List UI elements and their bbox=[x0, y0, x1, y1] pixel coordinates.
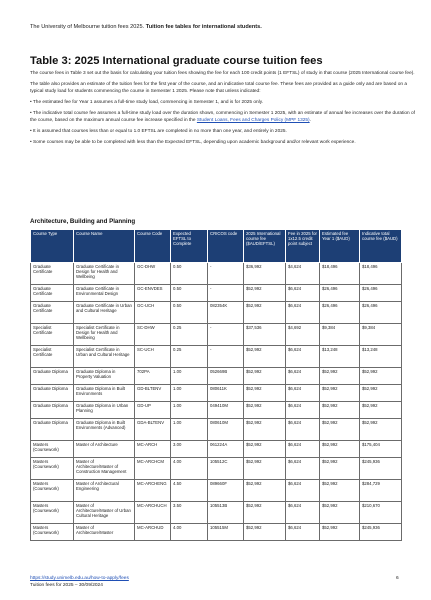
cell-course-type: Masters (Coursework) bbox=[31, 441, 74, 458]
cell-course-type: Graduate Certificate bbox=[31, 302, 74, 324]
cell-intl-fee: $36,992 bbox=[244, 263, 286, 285]
cell-year1-fee: $52,992 bbox=[320, 419, 360, 441]
cell-year1-fee: $13,248 bbox=[320, 346, 360, 368]
cell-total-fee: $245,936 bbox=[360, 458, 402, 480]
cell-cricos: - bbox=[208, 285, 244, 302]
cell-course-type: Graduate Certificate bbox=[31, 263, 74, 285]
cell-course-type: Masters (Coursework) bbox=[31, 524, 74, 541]
cell-course-type: Graduate Diploma bbox=[31, 385, 74, 402]
cell-total-fee: $9,384 bbox=[360, 324, 402, 346]
cell-course-code: GC-DHW bbox=[135, 263, 171, 285]
cell-cricos: 105513B bbox=[208, 502, 244, 524]
cell-cricos: 105512C bbox=[208, 458, 244, 480]
header-bold-title: Tuition fee tables for international students. bbox=[145, 24, 262, 30]
page-footer bbox=[30, 576, 420, 589]
fees-table bbox=[30, 229, 402, 541]
cell-eftsl: 0.25 bbox=[171, 324, 208, 346]
cell-subject-fee: $6,624 bbox=[286, 480, 320, 502]
cell-eftsl: 3.50 bbox=[171, 502, 208, 524]
cell-course-code: MC-ARCHENG bbox=[135, 480, 171, 502]
cell-total-fee: $18,496 bbox=[360, 263, 402, 285]
col-header-course-type: Course Type bbox=[31, 230, 74, 263]
cell-course-name: Specialist Certificate in Urban and Cultural Heritage bbox=[74, 346, 135, 368]
cell-eftsl: 0.50 bbox=[171, 302, 208, 324]
cell-subject-fee: $6,624 bbox=[286, 346, 320, 368]
cell-cricos: 061224A bbox=[208, 441, 244, 458]
cell-course-code: MC-ARCH bbox=[135, 441, 171, 458]
cell-course-code: GC-ENVDES bbox=[135, 285, 171, 302]
cell-year1-fee: $52,992 bbox=[320, 402, 360, 419]
cell-total-fee: $26,496 bbox=[360, 285, 402, 302]
cell-course-code: SC-UCH bbox=[135, 346, 171, 368]
col-header-course-code: Course Code bbox=[135, 230, 171, 263]
cell-course-name: Master of Architecture/Master of Urban Cultural Heritage bbox=[74, 502, 135, 524]
cell-eftsl: 4.50 bbox=[171, 480, 208, 502]
cell-year1-fee: $18,496 bbox=[320, 263, 360, 285]
bullet-indicative-total bbox=[30, 111, 416, 124]
cell-subject-fee: $4,692 bbox=[286, 324, 320, 346]
cell-year1-fee: $52,992 bbox=[320, 480, 360, 502]
cell-cricos: - bbox=[208, 263, 244, 285]
cell-subject-fee: $4,624 bbox=[286, 263, 320, 285]
cell-course-type: Graduate Diploma bbox=[31, 368, 74, 385]
cell-total-fee: $13,248 bbox=[360, 346, 402, 368]
bullet-indicative-end: . bbox=[309, 117, 311, 123]
cell-cricos: 089660F bbox=[208, 480, 244, 502]
cell-subject-fee: $6,624 bbox=[286, 285, 320, 302]
cell-subject-fee: $6,624 bbox=[286, 402, 320, 419]
cell-cricos: 080610M bbox=[208, 419, 244, 441]
section-heading: Architecture, Building and Planning bbox=[30, 218, 136, 225]
table-row bbox=[31, 263, 402, 285]
cell-course-code: GC-UCH bbox=[135, 302, 171, 324]
header-prefix: The University of Melbourne tuition fees 2025. bbox=[30, 24, 145, 30]
cell-eftsl: 1.00 bbox=[171, 402, 208, 419]
cell-course-type: Graduate Diploma bbox=[31, 419, 74, 441]
cell-intl-fee: $52,992 bbox=[244, 441, 286, 458]
table-row bbox=[31, 402, 402, 419]
cell-subject-fee: $6,624 bbox=[286, 368, 320, 385]
cell-course-name: Specialist Certificate in Design for Health and Wellbeing bbox=[74, 324, 135, 346]
header-row bbox=[31, 230, 402, 263]
cell-eftsl: 3.00 bbox=[171, 441, 208, 458]
cell-course-name: Master of Architecture bbox=[74, 441, 135, 458]
cell-total-fee: $52,992 bbox=[360, 385, 402, 402]
cell-eftsl: 0.50 bbox=[171, 285, 208, 302]
table-header bbox=[31, 230, 402, 263]
cell-course-type: Specialist Certificate bbox=[31, 346, 74, 368]
cell-course-code: SC-DHW bbox=[135, 324, 171, 346]
cell-year1-fee: $52,992 bbox=[320, 458, 360, 480]
col-header-year1-fee: Estimated fee Year 1 ($AUD) bbox=[320, 230, 360, 263]
cell-intl-fee: $52,992 bbox=[244, 385, 286, 402]
cell-course-type: Masters (Coursework) bbox=[31, 458, 74, 480]
cell-course-code: GD-UP bbox=[135, 402, 171, 419]
cell-year1-fee: $52,992 bbox=[320, 441, 360, 458]
col-header-intl-fee: 2025 International course fee ($AUD/EFTSL) bbox=[244, 230, 286, 263]
table-row bbox=[31, 368, 402, 385]
col-header-subject-fee: Fee in 2025 for 1x12.5 credit point subject bbox=[286, 230, 320, 263]
cell-eftsl: 4.00 bbox=[171, 458, 208, 480]
cell-intl-fee: $52,992 bbox=[244, 419, 286, 441]
col-header-total-fee: Indicative total course fee ($AUD) bbox=[360, 230, 402, 263]
cell-subject-fee: $6,624 bbox=[286, 458, 320, 480]
table-row bbox=[31, 524, 402, 541]
cell-intl-fee: $52,992 bbox=[244, 480, 286, 502]
cell-course-name: Master of Architectural Engineering bbox=[74, 480, 135, 502]
intro-paragraph-1: The course fees in Table 3 set out the basis for calculating your tuition fees showing the fee for each 100 credit points (1 EFTSL) of study in that course (2025 International course fee). bbox=[30, 71, 415, 76]
cell-intl-fee: $52,992 bbox=[244, 402, 286, 419]
cell-course-name: Graduate Diploma in Urban Planning bbox=[74, 402, 135, 419]
cell-intl-fee: $52,992 bbox=[244, 502, 286, 524]
cell-course-code: 702PA bbox=[135, 368, 171, 385]
cell-subject-fee: $6,624 bbox=[286, 385, 320, 402]
cell-intl-fee: $52,992 bbox=[244, 458, 286, 480]
cell-total-fee: $210,670 bbox=[360, 502, 402, 524]
cell-eftsl: 1.00 bbox=[171, 368, 208, 385]
bullet-indicative-text: • The indicative total course fee assumes a full-time study load over the duration shown, commencing in Semester 1 2025, with an estimate of annual fee increases over the duration of the course, based on the maximum annual course fee increase specified in the bbox=[30, 111, 415, 123]
cell-subject-fee: $6,624 bbox=[286, 502, 320, 524]
cell-total-fee: $26,496 bbox=[360, 302, 402, 324]
cell-course-code: GDA-BLTENV bbox=[135, 419, 171, 441]
cell-total-fee: $52,992 bbox=[360, 402, 402, 419]
cell-year1-fee: $26,496 bbox=[320, 302, 360, 324]
cell-course-type: Specialist Certificate bbox=[31, 324, 74, 346]
table-row bbox=[31, 441, 402, 458]
cell-year1-fee: $52,992 bbox=[320, 524, 360, 541]
cell-cricos: - bbox=[208, 324, 244, 346]
col-header-eftsl: Expected EFTSL to Complete bbox=[171, 230, 208, 263]
table-row bbox=[31, 458, 402, 480]
cell-eftsl: 4.00 bbox=[171, 524, 208, 541]
cell-course-code: MC-ARCHCM bbox=[135, 458, 171, 480]
cell-total-fee: $175,404 bbox=[360, 441, 402, 458]
cell-eftsl: 1.00 bbox=[171, 419, 208, 441]
table-row bbox=[31, 502, 402, 524]
cell-eftsl: 0.50 bbox=[171, 263, 208, 285]
intro-paragraph-2: The table also provides an estimate of the tuition fees for the first year of the course, and an indicative total course fee. These fees are provided as a guide only and are based on a typical study load for students commencing the course in Semester 1 2025. Please note that unless indicated: bbox=[30, 82, 407, 94]
table-row bbox=[31, 302, 402, 324]
table-row bbox=[31, 324, 402, 346]
cell-intl-fee: $37,536 bbox=[244, 324, 286, 346]
cell-eftsl: 1.00 bbox=[171, 385, 208, 402]
cell-course-name: Graduate Diploma in Built Environments (Advanced) bbox=[74, 419, 135, 441]
table-row bbox=[31, 285, 402, 302]
footer-note: Tuition fees for 2025 – 30/09/2024 bbox=[30, 582, 103, 588]
cell-intl-fee: $52,992 bbox=[244, 285, 286, 302]
cell-year1-fee: $52,992 bbox=[320, 502, 360, 524]
cell-year1-fee: $52,992 bbox=[320, 368, 360, 385]
table-row bbox=[31, 385, 402, 402]
cell-cricos: 080611K bbox=[208, 385, 244, 402]
cell-intl-fee: $52,992 bbox=[244, 302, 286, 324]
table-body bbox=[31, 263, 402, 541]
cell-course-type: Graduate Certificate bbox=[31, 285, 74, 302]
cell-subject-fee: $6,624 bbox=[286, 302, 320, 324]
cell-subject-fee: $6,624 bbox=[286, 419, 320, 441]
cell-year1-fee: $9,384 bbox=[320, 324, 360, 346]
cell-cricos: - bbox=[208, 346, 244, 368]
cell-total-fee: $52,992 bbox=[360, 419, 402, 441]
intro-text bbox=[30, 71, 416, 152]
cell-subject-fee: $6,624 bbox=[286, 524, 320, 541]
col-header-course-name: Course Name bbox=[74, 230, 135, 263]
cell-cricos: 105515M bbox=[208, 524, 244, 541]
bullet-less-eftsl: • Some courses may be able to be completed with less than the Expected EFTSL, depending upon academic background and/or relevant work experience. bbox=[30, 140, 356, 146]
bullet-year1: • The estimated fee for Year 1 assumes a full-time study load, commencing in Semester 1, and is for 2025 only. bbox=[30, 100, 264, 106]
cell-intl-fee: $52,992 bbox=[244, 524, 286, 541]
col-header-cricos: CRICOS code bbox=[208, 230, 244, 263]
cell-course-code: MC-ARCHUCH bbox=[135, 502, 171, 524]
fees-url-link[interactable]: https://study.unimelb.edu.au/how-to-apply/fees bbox=[30, 576, 129, 581]
cell-intl-fee: $52,992 bbox=[244, 368, 286, 385]
bullet-one-year: • It is assumed that courses less than or equal to 1.0 EFTSL are completed in no more than one year, and entirely in 2025. bbox=[30, 129, 287, 135]
cell-course-type: Masters (Coursework) bbox=[31, 480, 74, 502]
cell-course-type: Masters (Coursework) bbox=[31, 502, 74, 524]
cell-intl-fee: $52,992 bbox=[244, 346, 286, 368]
cell-course-name: Graduate Certificate in Urban and Cultural Heritage bbox=[74, 302, 135, 324]
cell-course-name: Graduate Certificate in Design for Health and Wellbeing bbox=[74, 263, 135, 285]
policy-link[interactable]: Student Loans, Fees and Charges Policy (MPF 1325) bbox=[196, 117, 310, 123]
cell-year1-fee: $52,992 bbox=[320, 385, 360, 402]
cell-cricos: 082354K bbox=[208, 302, 244, 324]
cell-year1-fee: $26,496 bbox=[320, 285, 360, 302]
document-title: Table 3: 2025 International graduate course tuition fees bbox=[30, 55, 323, 67]
cell-course-name: Graduate Certificate in Environmental Design bbox=[74, 285, 135, 302]
page-header bbox=[30, 24, 420, 31]
cell-course-name: Master of Architecture/Master of Construction Management bbox=[74, 458, 135, 480]
cell-course-name: Master of Architecture/Master bbox=[74, 524, 135, 541]
cell-course-type: Graduate Diploma bbox=[31, 402, 74, 419]
cell-eftsl: 0.25 bbox=[171, 346, 208, 368]
table-row bbox=[31, 480, 402, 502]
cell-subject-fee: $6,624 bbox=[286, 441, 320, 458]
cell-total-fee: $284,729 bbox=[360, 480, 402, 502]
cell-course-name: Graduate Diploma in Property Valuation bbox=[74, 368, 135, 385]
cell-total-fee: $245,936 bbox=[360, 524, 402, 541]
cell-total-fee: $52,992 bbox=[360, 368, 402, 385]
cell-course-code: GD-BLTENV bbox=[135, 385, 171, 402]
table-row bbox=[31, 419, 402, 441]
cell-cricos: 052669B bbox=[208, 368, 244, 385]
cell-course-name: Graduate Diploma in Built Environments bbox=[74, 385, 135, 402]
page-number: 6 bbox=[396, 576, 399, 581]
cell-cricos: 049410M bbox=[208, 402, 244, 419]
table-row bbox=[31, 346, 402, 368]
cell-course-code: MC-ARCHUD bbox=[135, 524, 171, 541]
